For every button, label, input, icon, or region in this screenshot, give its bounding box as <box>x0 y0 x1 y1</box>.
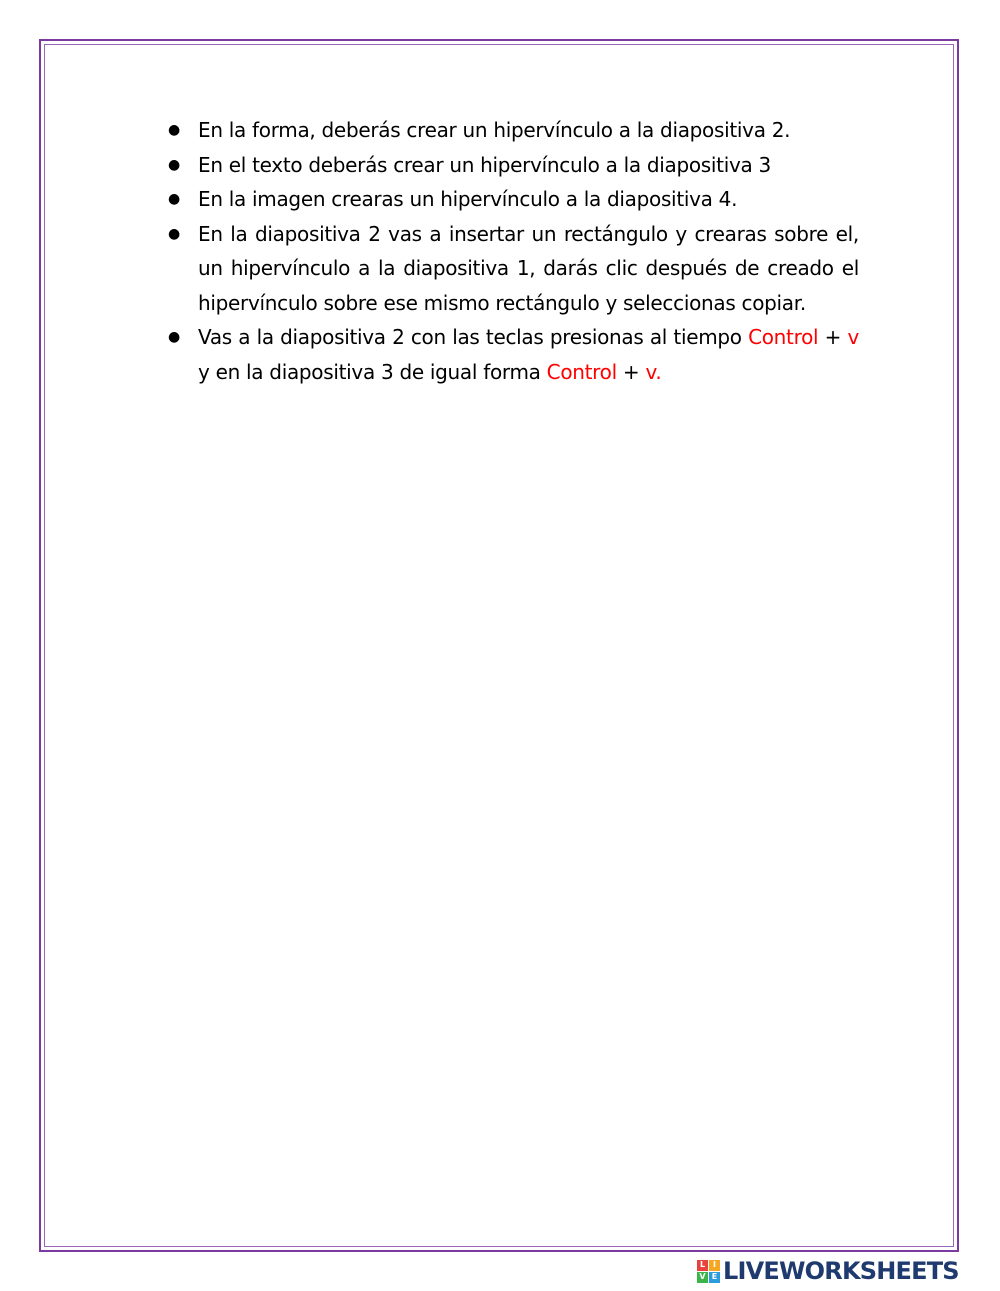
logo-blocks-icon <box>697 1260 720 1283</box>
plus-sign: + <box>616 359 646 384</box>
logo-block: E <box>709 1272 720 1283</box>
list-item-text: Vas a la diapositiva 2 con las teclas presionas al tiempo <box>198 325 749 349</box>
list-item-text: En la forma, deberás crear un hipervínculo a la diapositiva 2. <box>198 118 791 142</box>
bullet-icon: ● <box>168 156 180 173</box>
key-control: Control <box>748 325 819 349</box>
logo-block: I <box>709 1260 720 1271</box>
liveworksheets-logo <box>697 1258 959 1284</box>
bullet-icon: ● <box>168 191 180 207</box>
key-v: v <box>847 325 859 349</box>
list-item-text: En la imagen crearas un hipervínculo a la diapositiva 4. <box>198 187 738 211</box>
worksheet-content <box>165 113 859 389</box>
key-control: Control <box>546 359 617 384</box>
logo-block: L <box>697 1260 708 1271</box>
bullet-icon: ● <box>168 329 180 345</box>
list-item-text: y en la diapositiva 3 de igual forma <box>198 359 547 384</box>
key-v: v. <box>645 359 662 384</box>
list-item <box>165 148 859 183</box>
list-item-text: En el texto deberás crear un hipervínculo a la diapositiva 3 <box>198 152 771 177</box>
instruction-list <box>165 113 859 389</box>
bullet-icon: ● <box>168 122 180 138</box>
list-item <box>165 113 859 148</box>
logo-text: LIVEWORKSHEETS <box>723 1257 959 1285</box>
logo-block: V <box>697 1272 708 1283</box>
plus-sign: + <box>818 325 848 349</box>
list-item <box>165 320 859 389</box>
list-item-text: En la diapositiva 2 vas a insertar un rectángulo y crearas sobre el, un hipervínculo a la diapositiva 1, darás clic después de creado el hipervínculo sobre ese mismo rectángulo y seleccionas copiar. <box>198 221 859 315</box>
bullet-icon: ● <box>168 225 180 242</box>
list-item <box>165 217 859 321</box>
list-item <box>165 182 859 217</box>
